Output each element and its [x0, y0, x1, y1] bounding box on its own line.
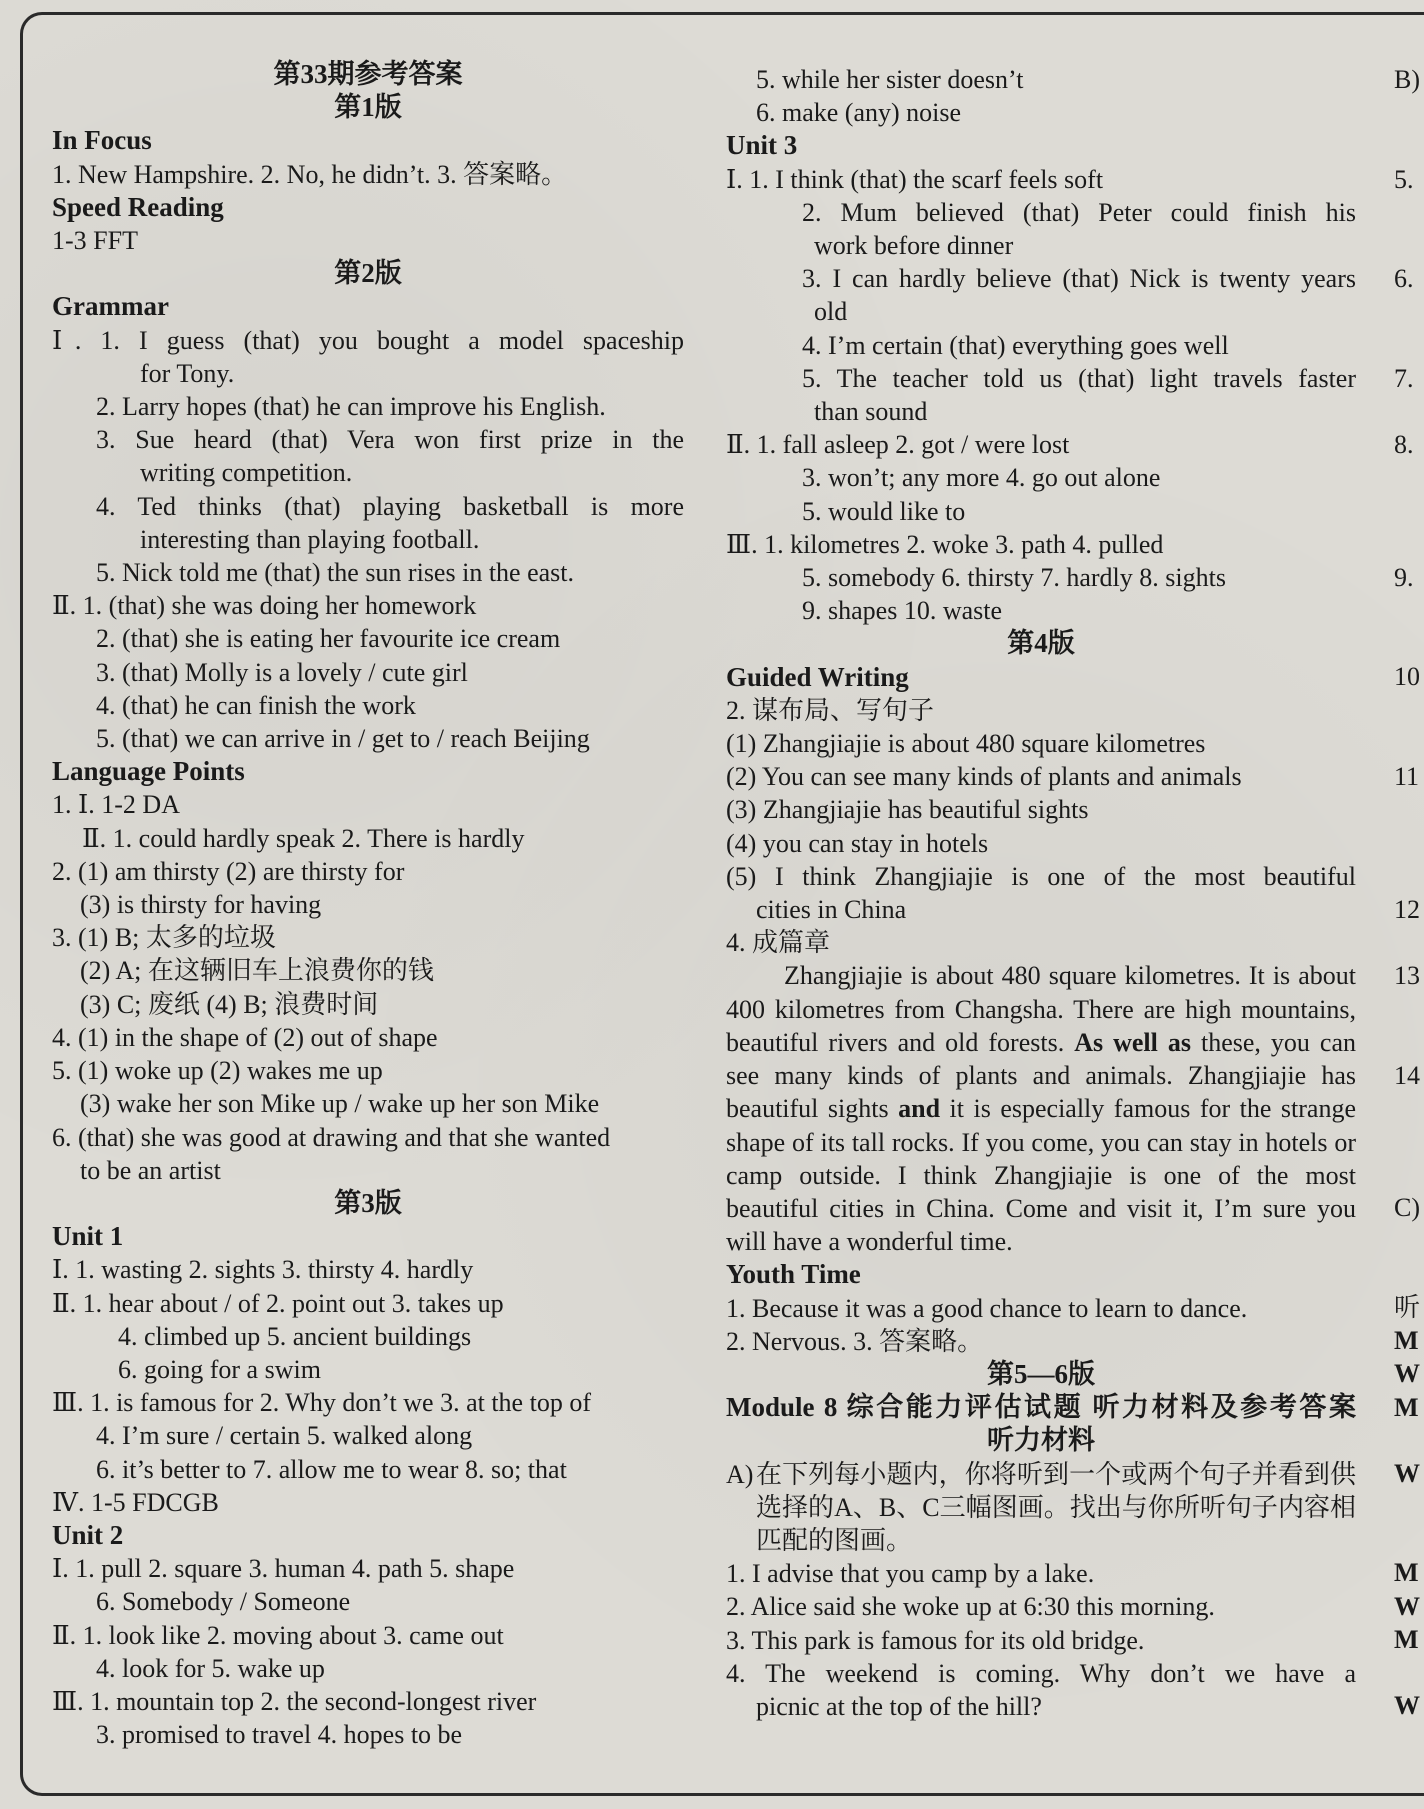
cropped-answer-fragment: W	[1394, 1458, 1420, 1488]
section-heading: 听力材料	[987, 1425, 1095, 1456]
cropped-answer-fragment: W	[1394, 1591, 1420, 1621]
answer-line: cities in China	[756, 895, 907, 925]
answer-line: 2. Nervous. 3. 答案略。	[726, 1326, 984, 1356]
answer-line: Ⅲ. 1. is famous for 2. Why don’t we 3. at the top of	[52, 1388, 591, 1418]
cropped-answer-fragment: M	[1394, 1392, 1419, 1422]
answer-column-left	[52, 58, 684, 1751]
essay-text-3: it is especially famous for the strange shape of its tall rocks. If you come, you can stay in hotels or camp outside. I think Zhangjiajie is one of the most beautiful cities in China. Come and visit it, I’m sure you will have a wonderful time.	[726, 1094, 1356, 1257]
answer-column-middle	[726, 63, 1356, 1723]
section-heading: Language Points	[52, 756, 245, 787]
essay-bold-as-well-as: As well as	[1074, 1027, 1191, 1057]
answer-line: picnic at the top of the hill?	[756, 1691, 1042, 1721]
spacer	[1394, 461, 1424, 494]
answer-line: (5) I think Zhangjiajie is one of the most beautiful	[726, 861, 1356, 891]
answer-line: Ⅱ. 1. could hardly speak 2. There is hardly	[82, 823, 525, 853]
answer-line: Ⅱ. 1. fall asleep 2. got / were lost	[726, 430, 1070, 460]
answer-line: Ⅲ. 1. mountain top 2. the second-longest river	[52, 1686, 537, 1716]
answer-line: 4. Ted thinks (that) playing basketball is more	[96, 491, 684, 521]
section-heading: In Focus	[52, 125, 152, 156]
spacer	[1394, 1656, 1424, 1689]
answer-line: (3) wake her son Mike up / wake up her son Mike	[80, 1089, 600, 1119]
cropped-answer-fragment: M	[1394, 1624, 1419, 1654]
section-heading: 第4版	[1007, 628, 1075, 659]
answer-line: Ⅱ. 1. look like 2. moving about 3. came out	[52, 1620, 504, 1650]
cropped-answer-fragment: C)	[1394, 1193, 1420, 1223]
essay-text-2: these, you can see many kinds of plants and animals. Zhangjiajie has beautiful sights	[726, 1027, 1356, 1124]
answer-line: 2. (that) she is eating her favourite ice cream	[96, 624, 561, 654]
answer-line: 3. This park is famous for its old bridge.	[726, 1625, 1145, 1655]
listening-items	[726, 1557, 1356, 1723]
answer-line: 5. The teacher told us (that) light travels faster	[802, 363, 1356, 393]
answer-line: 6. Somebody / Someone	[96, 1587, 351, 1617]
answer-line: Ⅲ. 1. kilometres 2. woke 3. path 4. pulled	[726, 529, 1164, 559]
answer-line: (3) C; 废纸 (4) B; 浪费时间	[80, 989, 379, 1019]
answer-line: Ⅰ. 1. pull 2. square 3. human 4. path 5. shape	[52, 1554, 515, 1584]
section-a-label: A)	[726, 1459, 754, 1489]
answer-line: Ⅳ. 1-5 FDCGB	[52, 1487, 219, 1517]
answer-line: Ⅰ. 1. I think (that) the scarf feels soft	[726, 164, 1104, 194]
answer-line: 4. look for 5. wake up	[96, 1653, 325, 1683]
spacer	[1394, 1092, 1424, 1125]
answer-line: 2. 谋布局、写句子	[726, 695, 935, 725]
spacer	[1394, 96, 1424, 129]
spacer	[1394, 1424, 1424, 1457]
section-a-text: 在下列每小题内，你将听到一个或两个句子并看到供选择的A、B、C三幅图画。找出与你所听句子内容相匹配的图画。	[756, 1459, 1356, 1555]
cropped-answer-fragment: B)	[1394, 65, 1420, 94]
cropped-answer-fragment: M	[1394, 1326, 1419, 1356]
cropped-answer-fragment: 听	[1394, 1292, 1421, 1322]
answer-line: (3) Zhangjiajie has beautiful sights	[726, 795, 1089, 825]
section-heading: Module 8 综合能力评估试题 听力材料及参考答案	[726, 1392, 1356, 1423]
answer-line: 3. I can hardly believe (that) Nick is twenty years	[802, 264, 1356, 294]
answer-line: Ⅱ. 1. hear about / of 2. point out 3. takes up	[52, 1288, 504, 1318]
cropped-answer-fragment: 7.	[1394, 363, 1414, 393]
section-heading: Grammar	[52, 291, 169, 322]
answer-line: 5. would like to	[802, 496, 966, 526]
cropped-answer-fragment: 12	[1394, 894, 1420, 924]
answer-line: 6. it’s better to 7. allow me to wear 8. so; that	[96, 1454, 567, 1484]
section-heading: Unit 3	[726, 130, 798, 161]
spacer	[1394, 1158, 1424, 1191]
section-heading: 第33期参考答案	[273, 59, 463, 89]
answer-line: 1. I advise that you camp by a lake.	[726, 1559, 1095, 1589]
answer-line: 1. New Hampshire. 2. No, he didn’t. 3. 答案略。	[52, 159, 568, 189]
section-heading: Speed Reading	[52, 191, 224, 222]
answer-line: 4. I’m sure / certain 5. walked along	[96, 1421, 473, 1451]
spacer	[1394, 1523, 1424, 1556]
answer-line: 1. Because it was a good chance to learn to dance.	[726, 1293, 1248, 1323]
answer-line: 5. somebody 6. thirsty 7. hardly 8. sights	[802, 563, 1226, 593]
essay-paragraph	[726, 959, 1356, 1258]
section-heading: 第2版	[334, 258, 402, 289]
section-heading: 第3版	[334, 1187, 402, 1218]
spacer	[1394, 1490, 1424, 1523]
answer-line: writing competition.	[140, 458, 353, 488]
answer-line: 1. Ⅰ. 1-2 DA	[52, 790, 180, 820]
section-a-instruction	[726, 1458, 1356, 1558]
spacer	[1394, 196, 1424, 229]
spacer	[1394, 329, 1424, 362]
answer-line: (3) is thirsty for having	[80, 890, 322, 920]
cropped-answer-fragment: 13	[1394, 961, 1420, 991]
answer-line: than sound	[814, 397, 928, 427]
answer-line: 2. Mum believed (that) Peter could finish his	[802, 197, 1356, 227]
spacer	[1394, 494, 1424, 527]
answer-line: 3. won’t; any more 4. go out alone	[802, 463, 1161, 493]
answer-line: 1-3 FFT	[52, 226, 138, 256]
answer-line: Ⅱ. 1. (that) she was doing her homework	[52, 591, 477, 621]
spacer	[1394, 727, 1424, 760]
answer-line: for Tony.	[140, 358, 235, 388]
answer-line: (4) you can stay in hotels	[726, 828, 989, 858]
spacer	[1394, 295, 1424, 328]
spacer	[1394, 694, 1424, 727]
spacer	[1394, 793, 1424, 826]
answer-line: 9. shapes 10. waste	[802, 596, 1003, 626]
section-heading: Youth Time	[726, 1259, 861, 1290]
answer-line: 3. Sue heard (that) Vera won first prize in the	[96, 425, 684, 455]
answer-line: Ⅰ. 1. wasting 2. sights 3. thirsty 4. hardly	[52, 1255, 474, 1285]
cropped-answer-fragment: W	[1394, 1691, 1420, 1721]
answer-column-right-cropped	[1394, 63, 1424, 1722]
answer-line: 2. (1) am thirsty (2) are thirsty for	[52, 856, 405, 886]
answer-line: 4. climbed up 5. ancient buildings	[118, 1321, 472, 1351]
answer-line: (2) You can see many kinds of plants and animals	[726, 762, 1242, 792]
answer-line: 5. while her sister doesn’t	[756, 65, 1024, 94]
section-heading: Guided Writing	[726, 661, 909, 692]
spacer	[1394, 860, 1424, 893]
answer-line: Ⅰ. 1. I guess (that) you bought a model spaceship	[52, 325, 684, 355]
answer-line: 5. (that) we can arrive in / get to / reach Beijing	[96, 724, 590, 754]
answer-line: 3. (that) Molly is a lovely / cute girl	[96, 657, 468, 687]
answer-line: interesting than playing football.	[140, 524, 480, 554]
spacer	[1394, 826, 1424, 859]
spacer	[1394, 129, 1424, 162]
spacer	[1394, 1225, 1424, 1258]
answer-line: 4. 成篇章	[726, 928, 831, 958]
spacer	[1394, 1258, 1424, 1291]
cropped-answer-fragment: 9.	[1394, 562, 1414, 592]
spacer	[1394, 528, 1424, 561]
spacer	[1394, 1025, 1424, 1058]
cropped-answer-fragment: M	[1394, 1558, 1419, 1588]
answer-line: 2. Alice said she woke up at 6:30 this morning.	[726, 1592, 1215, 1622]
answer-line: 4. (1) in the shape of (2) out of shape	[52, 1022, 438, 1052]
cropped-answer-fragment: 10	[1394, 662, 1420, 692]
answer-line: 3. (1) B; 太多的垃圾	[52, 923, 276, 953]
answer-line: 5. Nick told me (that) the sun rises in the east.	[96, 558, 575, 588]
answer-line: 6. (that) she was good at drawing and that she wanted	[52, 1122, 611, 1152]
section-heading: 第1版	[334, 92, 402, 123]
spacer	[1394, 395, 1424, 428]
answer-line: 4. I’m certain (that) everything goes well	[802, 330, 1229, 360]
answer-line: 5. (1) woke up (2) wakes me up	[52, 1056, 383, 1086]
spacer	[1394, 926, 1424, 959]
cropped-answer-fragment: 6.	[1394, 264, 1414, 294]
section-heading: 第5—6版	[987, 1358, 1095, 1389]
answer-line: (2) A; 在这辆旧车上浪费你的钱	[80, 956, 434, 986]
spacer	[1394, 594, 1424, 627]
spacer	[1394, 229, 1424, 262]
cropped-answer-fragment: 8.	[1394, 430, 1414, 460]
spacer	[1394, 992, 1424, 1025]
essay-text-1: Zhangjiajie is about 480 square kilometres. It is about 400 kilometres from Changsha. There are high mountains, beautiful rivers and old forests.	[726, 961, 1356, 1057]
cropped-answer-fragment: 14	[1394, 1060, 1420, 1090]
answer-line: old	[814, 297, 848, 327]
answer-line: to be an artist	[80, 1155, 221, 1185]
spacer	[1394, 627, 1424, 660]
answer-line: 4. The weekend is coming. Why don’t we have a	[726, 1658, 1356, 1688]
spacer	[1394, 1125, 1424, 1158]
answer-line: (1) Zhangjiajie is about 480 square kilometres	[726, 729, 1206, 759]
cropped-answer-fragment: 5.	[1394, 164, 1414, 194]
cropped-answer-fragment: W	[1394, 1359, 1420, 1389]
unit3-and-writing-section	[726, 63, 1356, 959]
youth-time-and-module-section	[726, 1258, 1356, 1457]
answer-line: 3. promised to travel 4. hopes to be	[96, 1720, 463, 1750]
answer-line: 4. (that) he can finish the work	[96, 690, 416, 720]
essay-bold-and: and	[898, 1094, 941, 1124]
cropped-answer-fragment: 11	[1394, 761, 1420, 791]
section-heading: Unit 1	[52, 1221, 124, 1252]
answer-line: 2. Larry hopes (that) he can improve his English.	[96, 392, 606, 422]
answer-line: work before dinner	[814, 231, 1014, 261]
answer-line: 6. going for a swim	[118, 1354, 321, 1384]
answer-line: 6. make (any) noise	[756, 98, 962, 128]
section-heading: Unit 2	[52, 1519, 124, 1550]
